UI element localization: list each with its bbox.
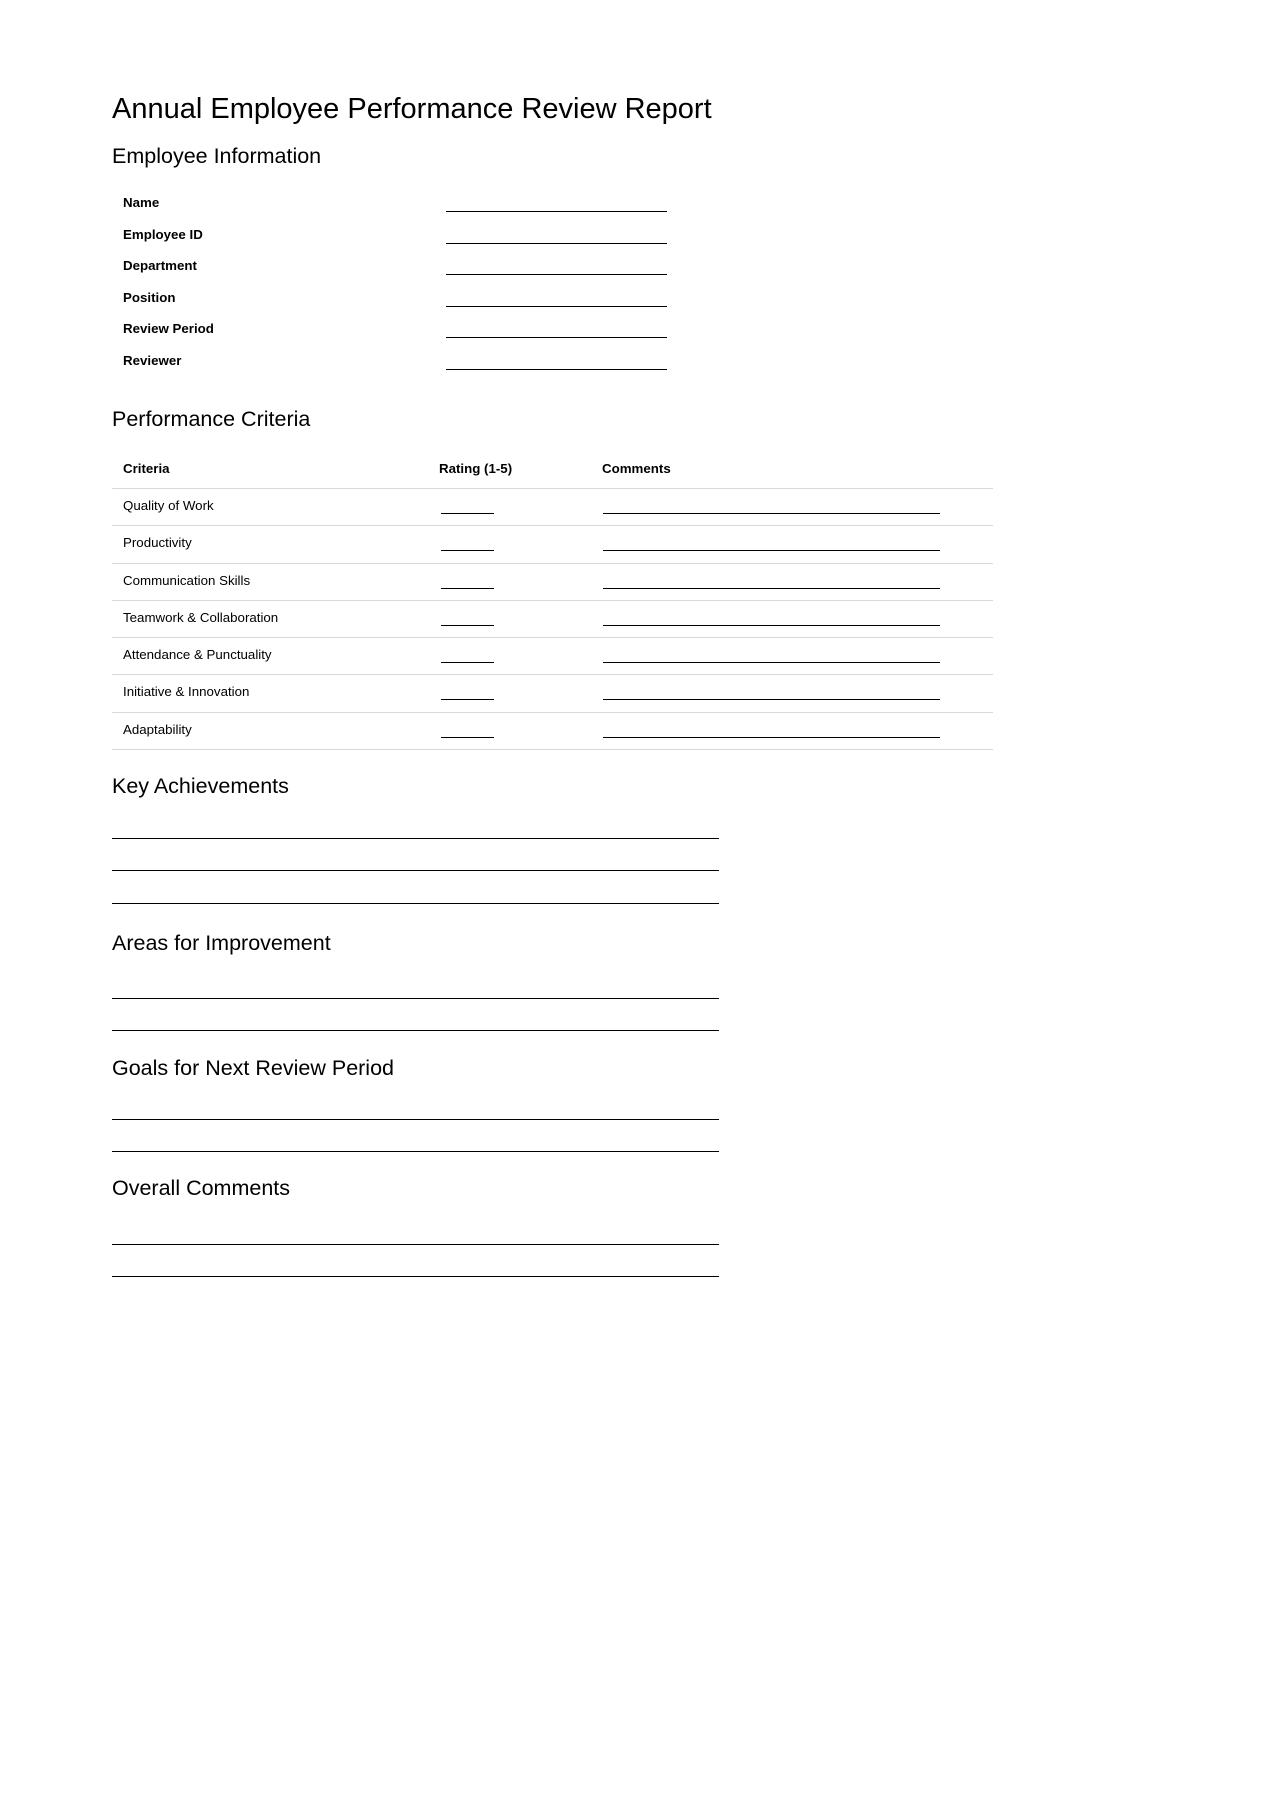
comments-blank-line: [603, 564, 940, 589]
table-row-quality-of-work: [112, 489, 993, 526]
criteria-label: Teamwork & Collaboration: [123, 609, 279, 625]
writing-blank-line: [112, 1245, 719, 1278]
overall-comments-writing-area: [112, 1212, 719, 1277]
rating-blank-line: [441, 713, 494, 738]
section-heading-key-achievements: Key Achievements: [112, 774, 289, 798]
field-label-review-period: Review Period: [123, 321, 214, 337]
field-blank-line-name: [446, 195, 667, 212]
table-row-productivity: [112, 526, 993, 563]
field-row-position: [112, 290, 993, 322]
field-blank-line-review-period: [446, 321, 667, 338]
page-title: Annual Employee Performance Review Report: [112, 93, 712, 125]
rating-blank-line: [441, 638, 494, 663]
column-header-rating: Rating (1-5): [439, 461, 513, 476]
criteria-label: Quality of Work: [123, 498, 214, 513]
section-heading-areas-for-improvement: Areas for Improvement: [112, 931, 331, 955]
writing-blank-line: [112, 1120, 719, 1153]
table-row-initiative-innovation: [112, 675, 993, 712]
field-blank-line-employee-id: [446, 227, 667, 244]
writing-blank-line: [112, 999, 719, 1032]
comments-blank-line: [603, 713, 940, 738]
writing-blank-line: [112, 1212, 719, 1245]
performance-criteria-table: [112, 452, 993, 750]
comments-blank-line: [603, 526, 940, 551]
rating-blank-line: [441, 489, 494, 514]
comments-blank-line: [603, 601, 940, 626]
field-row-name: [112, 195, 993, 227]
field-row-review-period: [112, 321, 993, 353]
section-heading-goals-next-review: Goals for Next Review Period: [112, 1056, 394, 1080]
criteria-label: Initiative & Innovation: [123, 684, 250, 700]
table-row-communication-skills: [112, 564, 993, 601]
comments-blank-line: [603, 675, 940, 700]
writing-blank-line: [112, 871, 719, 904]
table-row-attendance-punctuality: [112, 638, 993, 675]
field-row-employee-id: [112, 227, 993, 259]
column-header-criteria: Criteria: [123, 461, 170, 476]
table-row-teamwork-collaboration: [112, 601, 993, 638]
comments-blank-line: [603, 489, 940, 514]
writing-blank-line: [112, 966, 719, 999]
field-row-reviewer: [112, 353, 993, 385]
field-row-department: [112, 258, 993, 290]
rating-blank-line: [441, 526, 494, 551]
key-achievements-writing-area: [112, 806, 719, 904]
goals-writing-area: [112, 1087, 719, 1152]
field-label-employee-id: Employee ID: [123, 226, 203, 242]
comments-blank-line: [603, 638, 940, 663]
writing-blank-line: [112, 1087, 719, 1120]
section-heading-employee-information: Employee Information: [112, 144, 322, 168]
rating-blank-line: [441, 564, 494, 589]
table-row-adaptability: [112, 713, 993, 750]
criteria-label: Communication Skills: [123, 572, 251, 588]
field-blank-line-department: [446, 258, 667, 275]
rating-blank-line: [441, 675, 494, 700]
field-blank-line-reviewer: [446, 353, 667, 370]
field-blank-line-position: [446, 290, 667, 307]
areas-for-improvement-writing-area: [112, 966, 719, 1031]
table-header-row: [112, 452, 993, 489]
rating-blank-line: [441, 601, 494, 626]
section-heading-performance-criteria: Performance Criteria: [112, 407, 311, 431]
criteria-label: Productivity: [123, 535, 192, 551]
criteria-label: Adaptability: [123, 721, 192, 737]
field-label-position: Position: [123, 289, 176, 305]
field-label-reviewer: Reviewer: [123, 352, 182, 368]
writing-blank-line: [112, 806, 719, 839]
criteria-label: Attendance & Punctuality: [123, 647, 272, 663]
section-heading-overall-comments: Overall Comments: [112, 1176, 291, 1200]
field-label-name: Name: [123, 195, 160, 210]
employee-info-fields: [112, 195, 993, 385]
field-label-department: Department: [123, 258, 197, 274]
column-header-comments: Comments: [602, 461, 671, 476]
writing-blank-line: [112, 839, 719, 872]
